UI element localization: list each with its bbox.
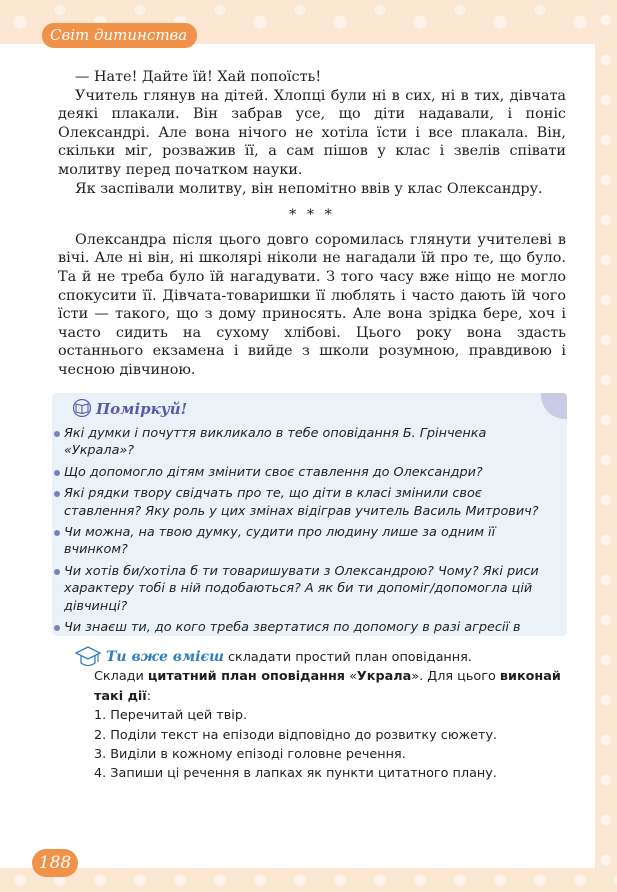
skill-step: 4. Запиши ці речення в лапках як пункти цитатного плану. (94, 766, 497, 782)
skill-steps (76, 706, 576, 784)
skill-intro (76, 648, 576, 667)
task-bold: виконай такі дії (94, 669, 561, 704)
skill-highlight: Ти вже вмієш (106, 649, 224, 665)
question-list (52, 425, 567, 636)
page-number: 188 (32, 849, 78, 877)
question-item: Які рядки твору свідчать про те, що діти в класі змінили своє ставлення? Яку роль у цих змінах відіграв учитель Василь Митрович? (52, 485, 557, 520)
task-bold: Украла (356, 669, 412, 685)
skill-intro-rest: складати простий план оповідання. (227, 650, 472, 665)
skill-block (76, 648, 576, 784)
task-bold: цитатний план оповідання (147, 669, 345, 685)
skill-step: 2. Поділи текст на епізоди відповідно до розвитку сюжету. (94, 727, 498, 743)
question-item: Які думки і почуття викликало в тебе оповідання Б. Грінченка «Украла»? (52, 425, 557, 460)
skill-step: 1. Перечитай цей твір. (94, 708, 248, 724)
think-box (52, 393, 567, 636)
section-separator: * * * (289, 207, 335, 224)
task-text: : (146, 688, 151, 704)
book-icon (72, 399, 92, 421)
decorative-corner (541, 393, 567, 419)
section-title: Світ дитинства (42, 23, 197, 48)
skill-task (76, 667, 576, 706)
story-paragraph: Як заспівали молитву, він непомітно ввів у клас Олександру. (75, 180, 543, 197)
story-paragraph: Учитель глянув на дітей. Хлопці були ні в сих, ні в тих, дівчата деякі плакали. Він забрав усе, що діти надавали, і поніс Олександрі. Але вона нічого не хотіла їсти і все плакала. Він, скільки міг, розважив її, а сам пішов у клас і звелів співати молитву перед початком науки. (58, 87, 566, 178)
story-paragraph: — Нате! Дайте їй! Хай попоїсть! (75, 69, 322, 85)
task-text: « (345, 669, 357, 685)
task-text: Склади (94, 669, 148, 685)
question-item: Чи можна, на твою думку, судити про людину лише за одним її вчинком? (52, 524, 557, 559)
task-text: ». Для цього (411, 669, 500, 685)
decorative-bottom-band (0, 868, 617, 892)
story-text (58, 68, 566, 380)
question-item: Чи знаєш ти, до кого треба звертатися по допомогу в разі агресії в (52, 619, 557, 636)
think-title-text: Поміркуй! (96, 400, 188, 418)
story-paragraph: Олександра після цього довго соромилась глянути учителеві в вічі. Але ні він, ні школярі ніколи не нагадали їй про те, що було. Та й не треба було їй нагадувати. З того часу вже ніщо не могло спокусити її. Дівчата-товаришки її люблять і часто дають їй чого їсти — такого, що з дому приносять. Але вона зрідка бере, хоч і часто сидить на сухому хлібові. Цього року вона здасть останнього екзамена і вийде з школи розумною, правдивою і чесною дівчиною. (58, 231, 566, 378)
question-item: Що допомогло дітям змінити своє ставлення до Олександри? (52, 464, 557, 481)
decorative-side-band (595, 0, 617, 892)
think-title (72, 399, 187, 421)
question-item: Чи хотів би/хотіла б ти товаришувати з Олександрою? Чому? Які риси характеру тобі в ній подобаються? А як би ти допоміг/допомогла цій дівчинці? (52, 563, 557, 615)
skill-step: 3. Виділи в кожному епізоді головне речення. (94, 747, 406, 763)
graduation-cap-icon (74, 644, 102, 676)
